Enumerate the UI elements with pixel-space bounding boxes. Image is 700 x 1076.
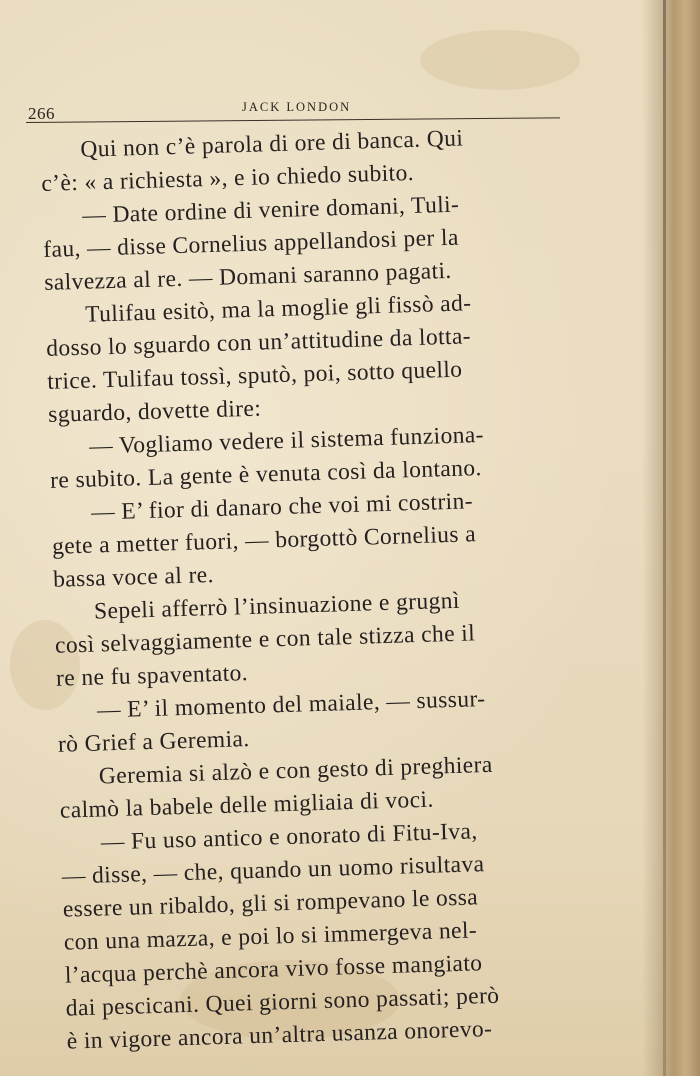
- text-line: — Date ordine di venire domani, Tuli-: [81, 191, 460, 229]
- text-line: — E’ il momento del maiale, — sussur-: [96, 686, 486, 724]
- text-line: re ne fu spaventato.: [55, 660, 249, 692]
- text-line: l’acqua perchè ancora vivo fosse mangiato: [64, 950, 483, 989]
- text-line: c’è: « a richiesta », e io chiedo subito.: [40, 159, 415, 197]
- text-line: calmò la babele delle migliaia di voci.: [59, 786, 435, 824]
- text-line: salvezza al re. — Domani saranno pagati.: [43, 257, 453, 296]
- paper-stain: [420, 30, 580, 90]
- text-line: — disse, — che, quando un uomo risultava: [61, 851, 485, 890]
- text-line: fau, — disse Cornelius appellandosi per la: [42, 224, 460, 263]
- text-line: trice. Tulifau tossì, sputò, poi, sotto quello: [46, 356, 463, 395]
- text-line: rò Grief a Geremia.: [57, 726, 250, 758]
- text-line: bassa voce al re.: [52, 562, 215, 593]
- text-line: Geremia si alzò e con gesto di preghiera: [98, 751, 493, 790]
- page-number: 266: [28, 104, 55, 123]
- text-line: sguardo, dovette dire:: [47, 395, 262, 428]
- text-line: è in vigore ancora un’altra usanza onorevo-: [66, 1015, 493, 1055]
- text-line: dai pescicani. Quei giorni sono passati; però: [65, 982, 500, 1022]
- text-line: con una mazza, e poi lo si immergeva nel-: [63, 917, 478, 956]
- text-line: dosso lo sguardo con un’attitudine da lotta-: [45, 323, 472, 362]
- text-line: Sepeli afferrò l’insinuazione e grugnì: [93, 587, 461, 625]
- text-line: — E’ fior di danaro che voi mi costrin-: [90, 488, 474, 526]
- page-spine: [642, 0, 700, 1076]
- text-line: — Fu uso antico e onorato di Fitu-Iva,: [100, 818, 478, 856]
- spine-edge: [663, 0, 666, 1076]
- text-line: gete a metter fuori, — borgottò Cornelius a: [51, 521, 477, 560]
- text-line: re subito. La gente è venuta così da lontano.: [49, 455, 483, 494]
- running-head: JACK LONDON: [242, 100, 352, 114]
- text-line: Tulifau esitò, ma la moglie gli fissò ad-: [84, 290, 472, 328]
- text-line: così selvaggiamente e con tale stizza che il: [54, 620, 476, 659]
- text-line: Qui non c’è parola di ore di banca. Qui: [79, 125, 464, 163]
- text-line: — Vogliamo vedere il sistema funziona-: [88, 421, 485, 460]
- text-line: essere un ribaldo, gli si rompevano le ossa: [62, 884, 479, 923]
